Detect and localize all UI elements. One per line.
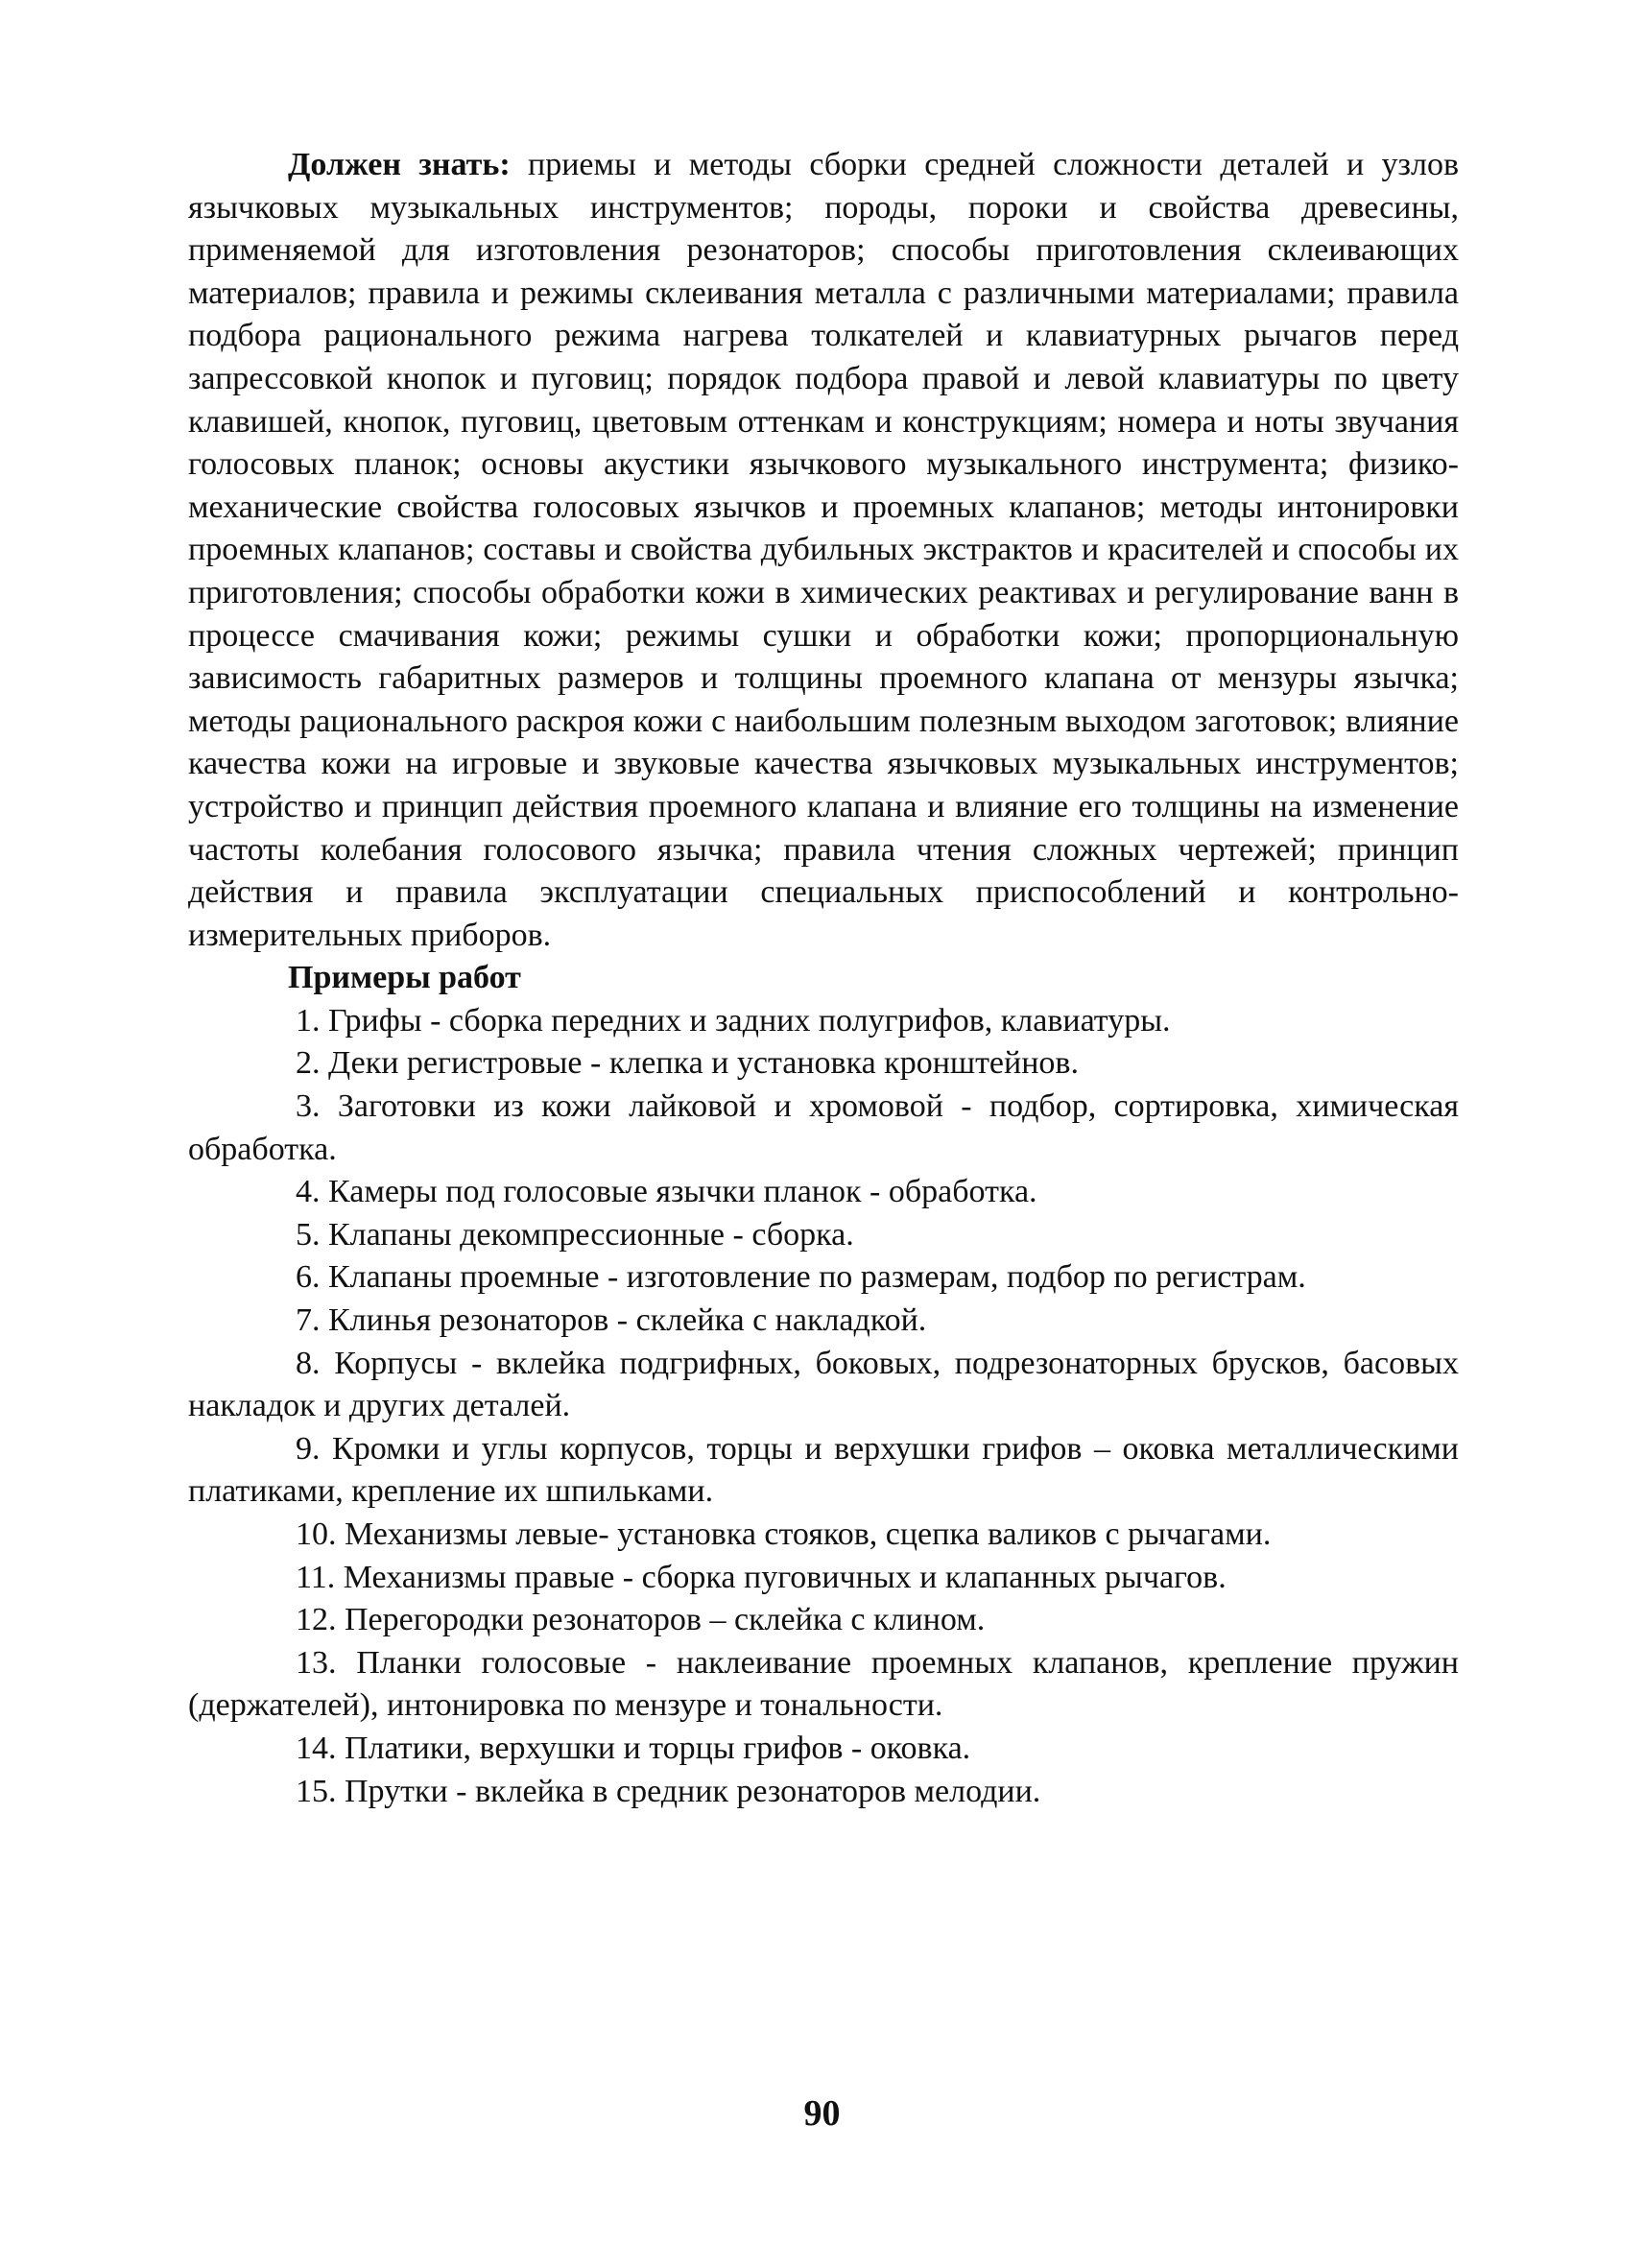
example-item-13: 13. Планки голосовые - наклеивание проемных клапанов, крепление пружин (держателей), интонировка по мензуре и тональности.: [188, 1644, 1459, 1724]
example-item-2: 2. Деки регистровые - клепка и установка кронштейнов.: [296, 1045, 1079, 1082]
example-item-11: 11. Механизмы правые - сборка пуговичных и клапанных рычагов.: [296, 1559, 1227, 1595]
example-item-8: 8. Корпусы - вклейка подгрифных, боковых, подрезонаторных брусков, басовых накладок и других деталей.: [188, 1345, 1459, 1424]
example-item-5: 5. Клапаны декомпрессионные - сборка.: [296, 1216, 854, 1253]
example-item-9: 9. Кромки и углы корпусов, торцы и верхушки грифов – оковка металлическими платиками, крепление их шпильками.: [188, 1430, 1459, 1510]
examples-heading: Примеры работ: [288, 960, 521, 996]
example-item-3: 3. Заготовки из кожи лайковой и хромовой - подбор, сортировка, химическая обработка.: [188, 1088, 1459, 1167]
example-item-1: 1. Грифы - сборка передних и задних полугрифов, клавиатуры.: [296, 1002, 1171, 1039]
example-item-15: 15. Прутки - вклейка в средник резонаторов мелодии.: [296, 1773, 1041, 1809]
requirements-lead: Должен знать:: [288, 147, 511, 182]
page-number: 90: [803, 2093, 841, 2134]
requirements-body: приемы и методы сборки средней сложности деталей и узлов язычковых музыкальных инструментов; породы, пороки и свойства древесины, применяемой для изготовления резонаторов; способы приготовления склеивающих материалов; правила и режимы склеивания металла с различными материалами; правила подбора рационального режима нагрева толкателей и клавиатурных рычагов перед запрессовкой кнопок и пуговиц; порядок подбора правой и левой клавиатуры по цвету клавишей, кнопок, пуговиц, цветовым оттенкам и конструкциям; номера и ноты звучания голосовых планок; основы акустики язычкового музыкального инструмента; физико-механические свойства голосовых язычков и проемных клапанов; методы интонировки проемных клапанов; составы и свойства дубильных экстрактов и красителей и способы их приготовления; способы обработки кожи в химических реактивах и регулирование ванн в процессе смачивания кожи; режимы сушки и обработки кожи; пропорциональную зависимость габаритных размеров и толщины проемного клапана от мензуры язычка; методы рационального раскроя кожи с наибольшим полезным выходом заготовок; влияние качества кожи на игровые и звуковые качества язычковых музыкальных инструментов; устройство и принцип действия проемного клапана и влияние его толщины на изменение частоты колебания голосового язычка; правила чтения сложных чертежей; принцип действия и правила эксплуатации специальных приспособлений и контрольно-измерительных приборов.: [188, 147, 1460, 953]
requirements-paragraph: [188, 144, 1459, 957]
example-item-12: 12. Перегородки резонаторов – склейка с клином.: [296, 1602, 986, 1638]
example-item-7: 7. Клинья резонаторов - склейка с накладкой.: [296, 1302, 927, 1339]
example-item-4: 4. Камеры под голосовые язычки планок - обработка.: [296, 1174, 1037, 1210]
example-item-14: 14. Платики, верхушки и торцы грифов - оковка.: [296, 1730, 971, 1766]
example-item-10: 10. Механизмы левые- установка стояков, сцепка валиков с рычагами.: [296, 1516, 1272, 1552]
example-item-6: 6. Клапаны проемные - изготовление по размерам, подбор по регистрам.: [296, 1259, 1306, 1296]
text-block: [188, 144, 1459, 1813]
